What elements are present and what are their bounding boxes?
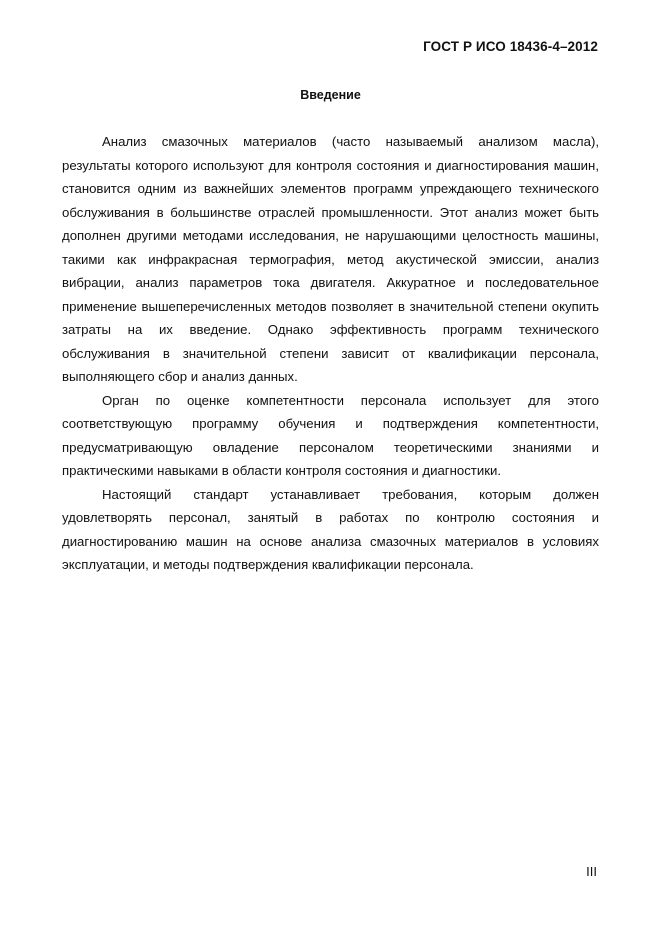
paragraph-3: Настоящий стандарт устанавливает требования, которым должен удовлетворять персонал, занятый в работах по контролю состояния и диагностированию машин на основе анализа смазочных материалов в условиях эксплуатации, и методы подтверждения квалификации персонала. <box>62 486 599 572</box>
standard-code-header: ГОСТ Р ИСО 18436-4–2012 <box>423 39 598 54</box>
paragraph-1: Анализ смазочных материалов (часто называемый анализом масла), результаты которого используют для контроля состояния и диагностирования машин, становится одним из важнейших элементов программ упреждающего технического обслуживания в большинстве отраслей промышленности. Этот анализ может быть дополнен другими методами исследования, не нарушающими целостность машины, такими как инфракрасная термография, метод акустической эмиссии, анализ вибрации, анализ параметров тока двигателя. Аккуратное и последовательное применение вышеперечисленных методов позволяет в значительной степени окупить затраты на их введение. Однако эффективность программ технического обслуживания в значительной степени зависит от квалификации персонала, выполняющего сбор и анализ данных. <box>62 134 599 384</box>
body-text <box>62 130 599 577</box>
section-title: Введение <box>300 88 361 102</box>
paragraph-2: Орган по оценке компетентности персонала использует для этого соответствующую программу обучения и подтверждения компетентности, предусматривающую овладение персоналом теоретическими знаниями и практическими навыками в области контроля состояния и диагностики. <box>62 392 599 478</box>
page-number: III <box>586 864 597 879</box>
